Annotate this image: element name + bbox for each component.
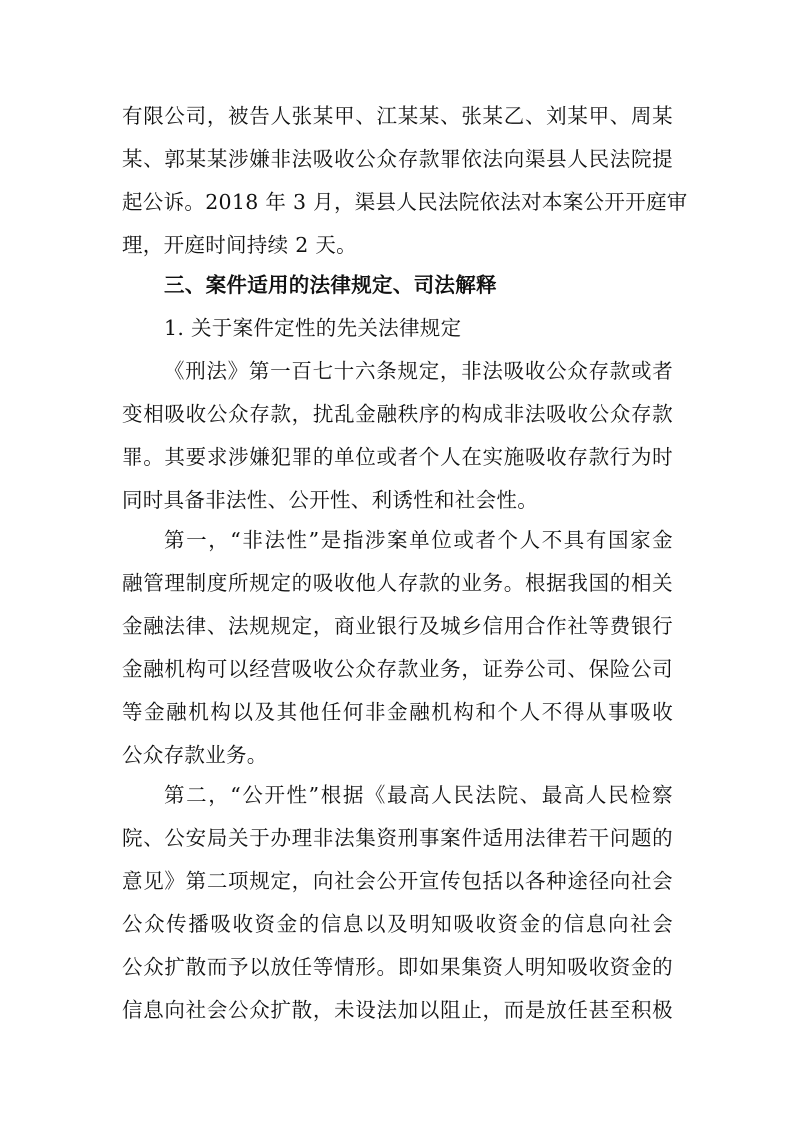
paragraph-line: 第二，“公开性”根据《最高人民法院、最高人民检察	[164, 783, 673, 807]
paragraph-line: 《刑法》第一百七十六条规定，非法吸收公众存款或者	[164, 359, 673, 383]
paragraph-line: 等金融机构以及其他任何非金融机构和个人不得从事吸收	[122, 700, 673, 724]
section-heading: 三、案件适用的法律规定、司法解释	[164, 273, 497, 297]
paragraph-line: 某、郭某某涉嫌非法吸收公众存款罪依法向渠县人民法院提	[122, 147, 673, 171]
paragraph-line: 信息向社会公众扩散，未设法加以阻止，而是放任甚至积极	[122, 998, 673, 1022]
paragraph-line: 有限公司，被告人张某甲、江某某、张某乙、刘某甲、周某	[122, 104, 673, 128]
paragraph-line: 公众传播吸收资金的信息以及明知吸收资金的信息向社会	[122, 912, 673, 936]
paragraph-line: 理，开庭时间持续 2 天。	[122, 233, 357, 257]
paragraph-line: 公众扩散而予以放任等情形。即如果集资人明知吸收资金的	[122, 955, 673, 979]
paragraph-line: 公众存款业务。	[122, 743, 268, 767]
paragraph-line: 起公诉。2018 年 3 月，渠县人民法院依法对本案公开开庭审	[122, 190, 688, 214]
paragraph-line: 金融机构可以经营吸收公众存款业务，证券公司、保险公司	[122, 657, 673, 681]
paragraph-line: 第一，“非法性”是指涉案单位或者个人不具有国家金	[164, 528, 673, 552]
paragraph-line: 融管理制度所规定的吸收他人存款的业务。根据我国的相关	[122, 571, 673, 595]
subsection-heading: 1. 关于案件定性的先关法律规定	[164, 316, 462, 340]
paragraph-line: 同时具备非法性、公开性、利诱性和社会性。	[122, 488, 538, 512]
paragraph-line: 院、公安局关于办理非法集资刑事案件适用法律若干问题的	[122, 826, 673, 850]
paragraph-line: 变相吸收公众存款，扰乱金融秩序的构成非法吸收公众存款	[122, 402, 673, 426]
paragraph-line: 罪。其要求涉嫌犯罪的单位或者个人在实施吸收存款行为时	[122, 445, 673, 469]
paragraph-line: 意见》第二项规定，向社会公开宣传包括以各种途径向社会	[122, 869, 673, 893]
paragraph-line: 金融法律、法规规定，商业银行及城乡信用合作社等费银行	[122, 614, 673, 638]
